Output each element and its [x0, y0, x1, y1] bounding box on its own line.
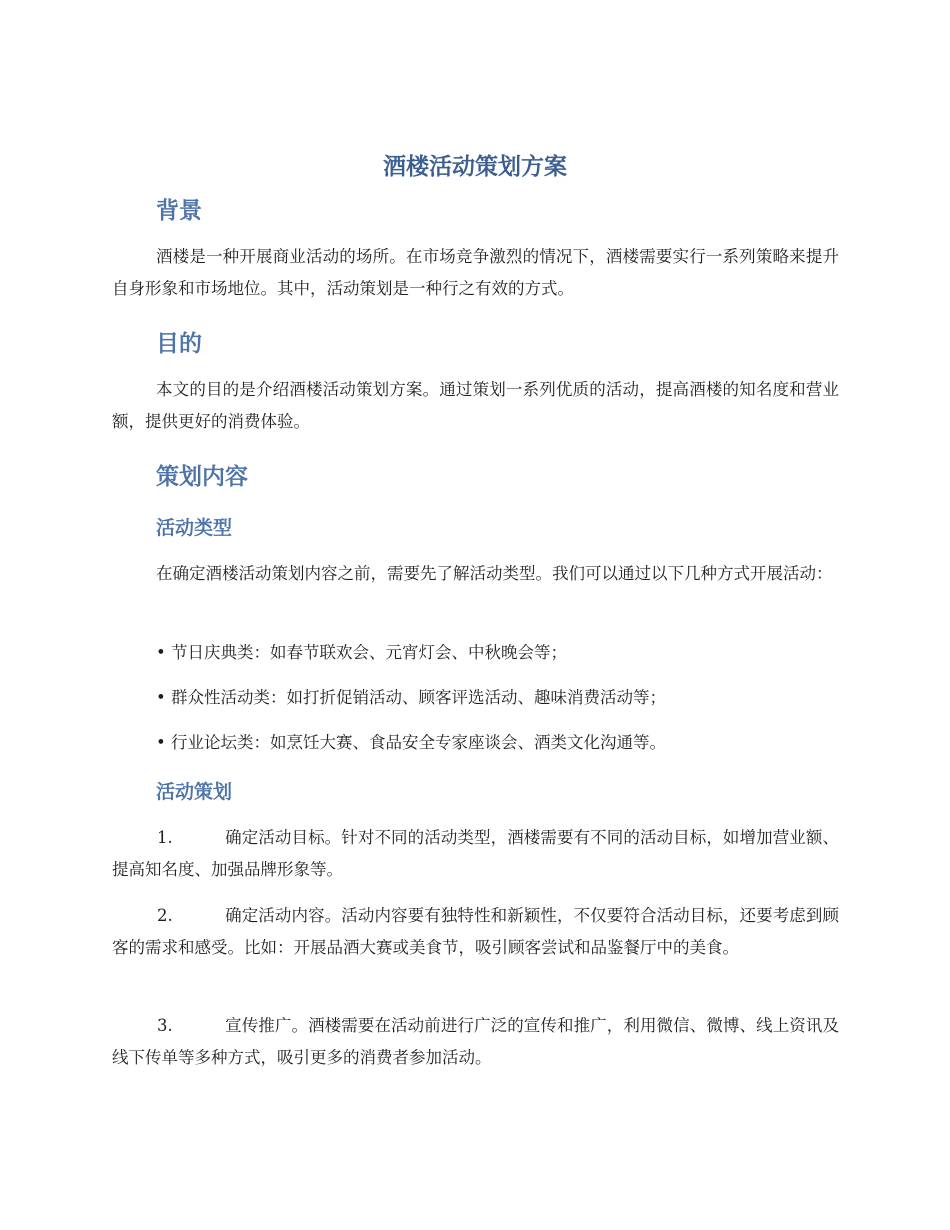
item-number: 2.	[157, 906, 173, 925]
heading-background: 背景	[156, 198, 202, 224]
paragraph-background: 酒楼是一种开展商业活动的场所。在市场竞争激烈的情况下，酒楼需要实行一系列策略来提升自身形象和市场地位。其中，活动策划是一种行之有效的方式。	[112, 247, 839, 298]
item-number: 3.	[157, 1016, 173, 1035]
heading-activity-types: 活动类型	[156, 517, 233, 539]
numbered-item	[112, 900, 839, 964]
list-item: • 行业论坛类：如烹饪大赛、食品安全专家座谈会、酒类文化沟通等。	[156, 733, 666, 752]
item-text: 确定活动内容。活动内容要有独特性和新颖性，不仅要符合活动目标，还要考虑到顾客的需求和感受。比如：开展品酒大赛或美食节，吸引顾客尝试和品鉴餐厅中的美食。	[112, 906, 839, 957]
heading-purpose: 目的	[156, 331, 202, 357]
page-title: 酒楼活动策划方案	[383, 154, 567, 180]
numbered-item	[112, 1010, 839, 1074]
heading-plan: 策划内容	[156, 464, 248, 490]
paragraph-purpose: 本文的目的是介绍酒楼活动策划方案。通过策划一系列优质的活动，提高酒楼的知名度和营业额，提供更好的消费体验。	[112, 380, 839, 431]
paragraph-activity-types-intro: 在确定酒楼活动策划内容之前，需要先了解活动类型。我们可以通过以下几种方式开展活动：	[156, 564, 833, 583]
numbered-item	[112, 822, 839, 886]
item-text: 宣传推广。酒楼需要在活动前进行广泛的宣传和推广，利用微信、微博、线上资讯及线下传单等多种方式，吸引更多的消费者参加活动。	[112, 1016, 839, 1067]
list-item: • 群众性活动类：如打折促销活动、顾客评选活动、趣味消费活动等；	[156, 688, 666, 707]
heading-activity-planning: 活动策划	[156, 781, 233, 803]
list-item: • 节日庆典类：如春节联欢会、元宵灯会、中秋晚会等；	[156, 643, 567, 662]
item-number: 1.	[157, 828, 173, 847]
item-text: 确定活动目标。针对不同的活动类型，酒楼需要有不同的活动目标，如增加营业额、提高知名度、加强品牌形象等。	[112, 828, 839, 879]
